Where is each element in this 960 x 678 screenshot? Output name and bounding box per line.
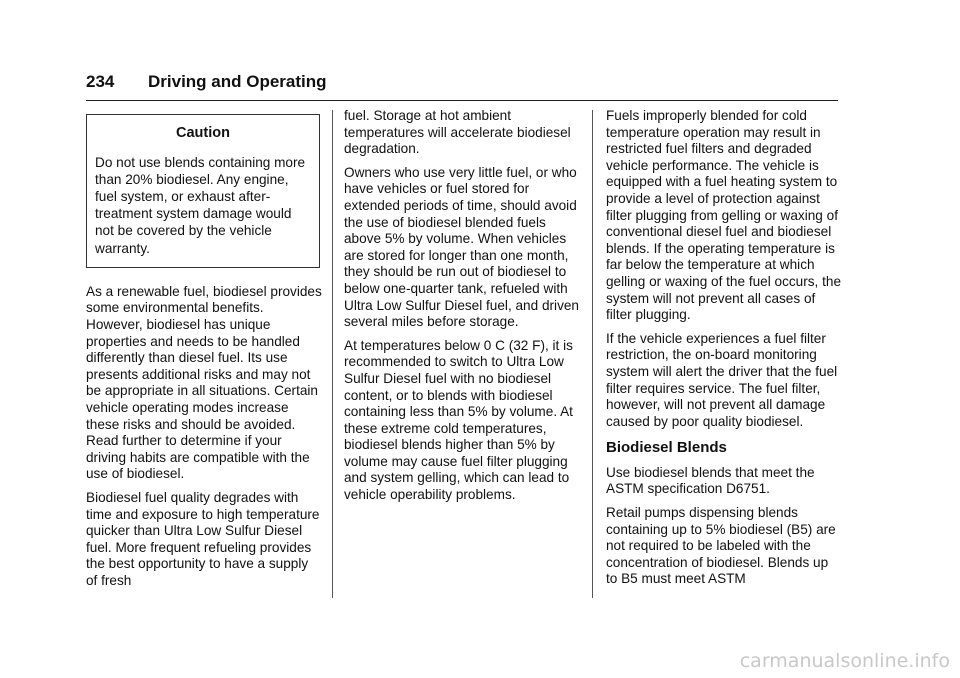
paragraph: Owners who use very little fuel, or who have vehicles or fuel stored for extended periods of time, should avoid the use of biodiesel blended fuels above 5% by volume. When vehicles are stored for longer than one month, they should be run out of biodiesel to below one-quarter tank, refueled with Ultra Low Sulfur Diesel fuel, and driven several miles before storage.	[344, 164, 579, 330]
column-divider	[332, 110, 333, 598]
subheading: Biodiesel Blends	[606, 439, 727, 457]
page-number: 234	[86, 72, 115, 91]
paragraph: Retail pumps dispensing blends containing up to 5% biodiesel (B5) are not required to be labeled with the concentration of biodiesel. Blends up to B5 must meet ASTM	[606, 505, 836, 587]
column-divider	[592, 110, 593, 598]
paragraph: At temperatures below 0 C (32 F), it is recommended to switch to Ultra Low Sulfur Diesel fuel with no biodiesel content, or to blends with biodiesel containing less than 5% by volume. At these extreme cold temperatures, biodiesel blends higher than 5% by volume may cause fuel filter plugging and system gelling, which can lead to vehicle operability problems.	[344, 337, 573, 503]
page-header	[86, 70, 838, 101]
caution-box	[86, 114, 320, 268]
column-3	[606, 108, 842, 595]
paragraph: If the vehicle experiences a fuel filter restriction, the on-board monitoring system will alert the driver that the fuel filter requires service. The fuel filter, however, will not prevent all damage caused by poor quality biodiesel.	[606, 330, 838, 429]
paragraph: fuel. Storage at hot ambient temperatures will accelerate biodiesel degradation.	[344, 108, 571, 157]
caution-title: Caution	[176, 125, 230, 141]
watermark: carmanualsonline.info	[739, 650, 950, 672]
paragraph: Use biodiesel blends that meet the ASTM specification D6751.	[606, 464, 815, 497]
paragraph: Biodiesel fuel quality degrades with time and exposure to high temperature quicker than Ultra Low Sulfur Diesel fuel. More frequent refueling provides the best opportunity to have a supply of fresh	[86, 489, 320, 588]
paragraph: As a renewable fuel, biodiesel provides some environmental benefits. However, biodiesel has unique properties and needs to be handled differently than diesel fuel. Its use presents additional risks and may not be appropriate in all situations. Certain vehicle operating modes increase these risks and should be avoided. Read further to determine if your driving habits are compatible with the use of biodiesel.	[86, 283, 322, 482]
caution-text: Do not use blends containing more than 20% biodiesel. Any engine, fuel system, or exhaust after-treatment system damage would not be covered by the vehicle warranty.	[95, 154, 306, 256]
paragraph: Fuels improperly blended for cold temperature operation may result in restricted fuel filters and degraded vehicle performance. The vehicle is equipped with a fuel heating system to provide a level of protection against filter plugging from gelling or waxing of conventional diesel fuel and biodiesel blends. If the operating temperature is far below the temperature at which gelling or waxing of the fuel occurs, the system will not prevent all cases of filter plugging.	[606, 108, 842, 323]
section-title: Driving and Operating	[148, 72, 327, 91]
column-1	[86, 110, 322, 597]
column-2	[344, 108, 580, 511]
